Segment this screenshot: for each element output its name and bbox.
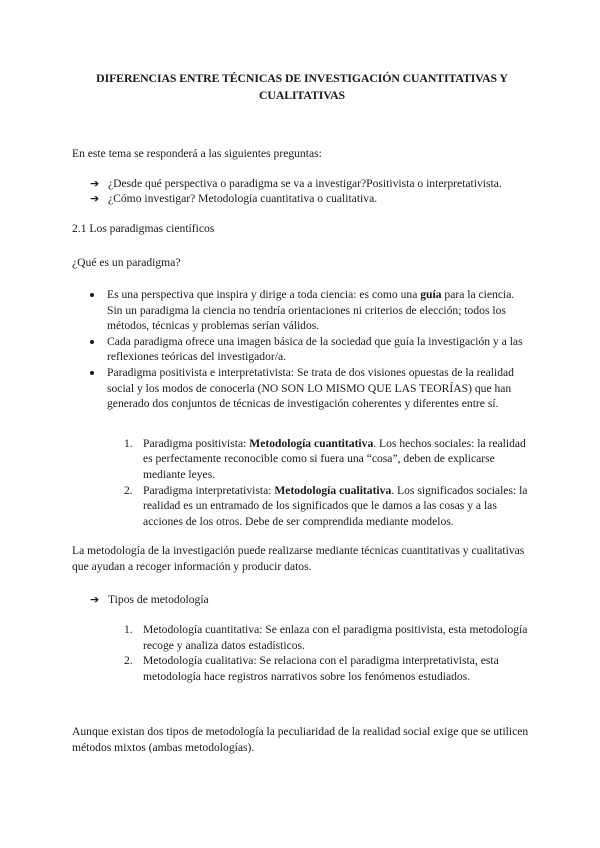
list-item: 2. Metodología cualitativa: Se relaciona con el paradigma interpretativista, esta metodología hace registros narrativos sobre los fenómenos estudiados. [124, 654, 499, 683]
bullet-icon [90, 293, 94, 297]
paradigms-list [72, 436, 532, 530]
list-item [90, 191, 532, 207]
tipos-label: Tipos de metodología [108, 593, 209, 607]
list-item: 1. Metodología cuantitativa: Se enlaza con el paradigma positivista, esta metodología recoge y analiza datos estadísticos. [124, 623, 528, 652]
page-title: DIFERENCIAS ENTRE TÉCNICAS DE INVESTIGACIÓN CUANTITATIVAS Y CUALITATIVAS [96, 71, 508, 102]
methodology-paragraph: La metodología de la investigación puede realizarse mediante técnicas cuantitativas y cualitativas que ayudan a recoger información y producir datos. [72, 544, 525, 573]
bullet-icon [90, 371, 94, 375]
questions-list [72, 176, 532, 207]
closing-paragraph: Aunque existan dos tipos de metodología la peculiaridad de la realidad social exige que se utilicen métodos mixtos (ambas metodologías). [72, 725, 529, 755]
list-number: 2. [124, 654, 133, 668]
list-number: 1. [124, 623, 133, 637]
list-item: 2. Paradigma interpretativista: Metodología cualitativa. Los significados sociales: la realidad es un entramado de los significados que le damos a las cosas y a las acciones de los otros. Debe de ser comprendida mediante modelos. [124, 483, 528, 528]
list-item: Paradigma positivista e interpretativista: Se trata de dos visiones opuestas de la realidad social y los modos de conocerla (NO SON LO MISMO QUE LAS TEORÍAS) que han generado dos conjuntos de técnicas de investigación coherentes y diferentes entre sí. [88, 365, 532, 412]
list-item [90, 176, 532, 192]
arrow-right-icon: ➔ [90, 192, 100, 206]
bullet-icon [90, 340, 94, 344]
emphasis: Metodología cualitativa [274, 483, 392, 497]
arrow-right-icon: ➔ [90, 593, 100, 607]
section-heading: 2.1 Los paradigmas científicos [72, 221, 215, 235]
intro-paragraph: En este tema se responderá a las siguientes preguntas: [72, 147, 322, 160]
methodologies-list [72, 622, 532, 684]
emphasis: Metodología cuantitativa [249, 436, 374, 450]
emphasis: guía [420, 287, 442, 301]
list-item: Cada paradigma ofrece una imagen básica de la sociedad que guía la investigación y a las reflexiones teóricas del investigador/a. [88, 334, 532, 365]
list-item: 1. Paradigma positivista: Metodología cuantitativa. Los hechos sociales: la realidad es perfectamente reconocible como si fuera una “cosa”, deben de explicarse mediante leyes. [124, 436, 526, 481]
document-page [72, 70, 532, 756]
question-text: ¿Desde qué perspectiva o paradigma se va a investigar?Positivista o interpretativista. [108, 176, 502, 190]
list-item [90, 592, 532, 608]
paradigm-bullets [72, 287, 532, 412]
paradigm-question: ¿Qué es un paradigma? [72, 256, 181, 270]
list-number: 1. [124, 436, 133, 450]
arrow-right-icon: ➔ [90, 176, 100, 190]
list-item: Es una perspectiva que inspira y dirige a toda ciencia: es como una guía para la ciencia. Sin un paradigma la ciencia no tendría orientaciones ni criterios de elección; todos los métodos, técnicas y problemas serían válidos. [88, 287, 532, 334]
question-text: ¿Cómo investigar? Metodología cuantitativa o cualitativa. [108, 192, 378, 206]
list-number: 2. [124, 483, 133, 497]
tipos-list [72, 592, 532, 608]
